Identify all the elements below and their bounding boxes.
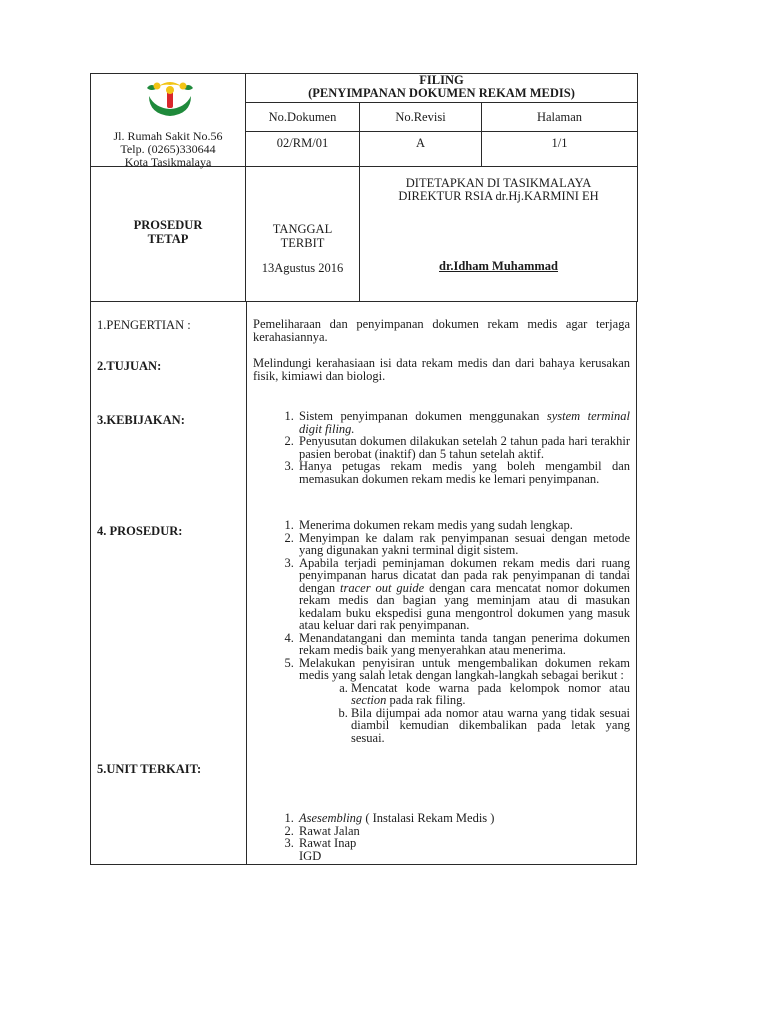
kebijakan-list (253, 410, 630, 485)
city-line: Kota Tasikmalaya (124, 155, 212, 169)
title-line-2: (PENYIMPANAN DOKUMEN REKAM MEDIS) (308, 86, 575, 100)
ditetapkan-text (360, 177, 637, 203)
prosedur-item-text: Melakukan penyisiran untuk mengembalikan dokumen rekam medis yang salah letak dengan langkah-langkah sebagai berikut : (299, 655, 630, 682)
kebijakan-label: 3.KEBIJAKAN: (97, 413, 185, 427)
prosedur-item: 4. Menandatangani dan meminta tanda tangan penerima dokumen rekam medis baik yang menyerahkan atau menerima. (297, 632, 630, 657)
tanggal-line-2: TERBIT (280, 236, 325, 250)
prosedur-item-text: dengan cara mencatat nomor dokumen rekam medis dan bagian yang meminjam atau di masukan kedalam buku ekspedisi guna mengontrol dokumen yang masuk atau keluar dari rak penyimpanan. (299, 580, 630, 632)
kebijakan-item (297, 410, 630, 435)
ditetapkan-line-2: DIREKTUR RSIA dr.Hj.KARMINI EH (398, 189, 599, 203)
signatory-name: dr.Idham Muhammad (439, 259, 559, 273)
procedure-body (90, 302, 637, 865)
prosedur-tetap-label (91, 218, 245, 246)
hospital-address (91, 130, 245, 169)
ditetapkan-line-1: DITETAPKAN DI TASIKMALAYA (405, 176, 592, 190)
kebijakan-item-italic: system terminal digit filing. (299, 409, 631, 436)
prosedur-tetap-cell (91, 167, 246, 302)
unit-item-igd: IGD (299, 848, 322, 863)
header-table (90, 73, 638, 302)
prosedur-item (297, 657, 630, 745)
prosedur-item: 2. Menyimpan ke dalam rak penyimpanan sesuai dengan metode yang digunakan yakni terminal digit sistem. (297, 532, 630, 557)
phone-line: Telp. (0265)330644 (120, 142, 216, 156)
prosedur-subitem (351, 682, 630, 707)
tanggal-line-1: TANGGAL (272, 222, 333, 236)
no-revisi-value: A (360, 132, 482, 167)
tanggal-terbit-label (246, 222, 359, 250)
kebijakan-item: 2. Penyusutan dokumen dilakukan setelah 2 tahun pada hari terakhir pasien berobat (inaktif) dan 5 tahun setelah aktif. (297, 435, 630, 460)
unit-terkait-label: 5.UNIT TERKAIT: (97, 762, 202, 776)
halaman-value: 1/1 (482, 132, 638, 167)
column-divider (246, 302, 247, 864)
prosedur-item (297, 557, 630, 632)
prosedur-line-2: TETAP (147, 232, 189, 246)
subitem-text: pada rak filing. (386, 693, 466, 707)
unit-item-italic: Asesembling (299, 811, 363, 825)
halaman-label: Halaman (482, 103, 638, 132)
document-title (246, 74, 638, 103)
no-revisi-label: No.Revisi (360, 103, 482, 132)
kebijakan-item: 3. Hanya petugas rekam medis yang boleh mengambil dan memasukan dokumen rekam medis ke lemari penyimpanan. (297, 460, 630, 485)
unit-terkait-list (253, 812, 630, 862)
prosedur-list (253, 519, 630, 744)
unit-item (297, 812, 630, 825)
subitem-text: Mencatat kode warna pada kelompok nomor atau (351, 680, 630, 695)
no-dokumen-value: 02/RM/01 (246, 132, 360, 167)
tujuan-label: 2.TUJUAN: (97, 359, 162, 373)
kebijakan-item-text: Sistem penyimpanan dokumen menggunakan (299, 409, 547, 423)
tanggal-terbit-value: 13Agustus 2016 (261, 261, 344, 275)
prosedur-subitem: b. Bila dijumpai ada nomor atau warna yang tidak sesuai diambil kemudian dikembalikan pada letak yang sesuai. (351, 707, 630, 745)
unit-item-text: ( Instalasi Rekam Medis ) (362, 811, 495, 825)
unit-item: 3. Rawat Inap (297, 837, 630, 850)
tracer-out-guide-term: tracer out guide (340, 580, 425, 595)
tujuan-text: Melindungi kerahasiaan isi data rekam medis dan dari bahaya kerusakan fisik, kimiawi dan biologi. (253, 356, 630, 383)
hospital-identity-cell (91, 74, 246, 167)
unit-item: 2. Rawat Jalan (297, 825, 630, 838)
address-line: Jl. Rumah Sakit No.56 (113, 129, 223, 143)
tanggal-terbit-cell (246, 167, 360, 302)
no-dokumen-label: No.Dokumen (246, 103, 360, 132)
title-line-1: FILING (419, 73, 464, 87)
prosedur-line-1: PROSEDUR (133, 218, 203, 232)
hospital-logo-icon (145, 80, 195, 120)
prosedur-label: 4. PROSEDUR: (97, 524, 183, 538)
pengertian-label: 1.PENGERTIAN : (97, 318, 191, 332)
section-term: section (351, 693, 387, 707)
ditetapkan-cell (360, 167, 638, 302)
prosedur-item: 1. Menerima dokumen rekam medis yang sudah lengkap. (297, 519, 630, 532)
sop-document (90, 73, 637, 865)
prosedur-item-text: Apabila terjadi peminjaman dokumen rekam medis dari ruang penyimpanan harus dicatat dan pada rak penyimpanan di tandai dengan (299, 555, 630, 595)
pengertian-text: Pemeliharaan dan penyimpanan dokumen rekam medis agar terjaga kerahasiannya. (253, 317, 630, 344)
